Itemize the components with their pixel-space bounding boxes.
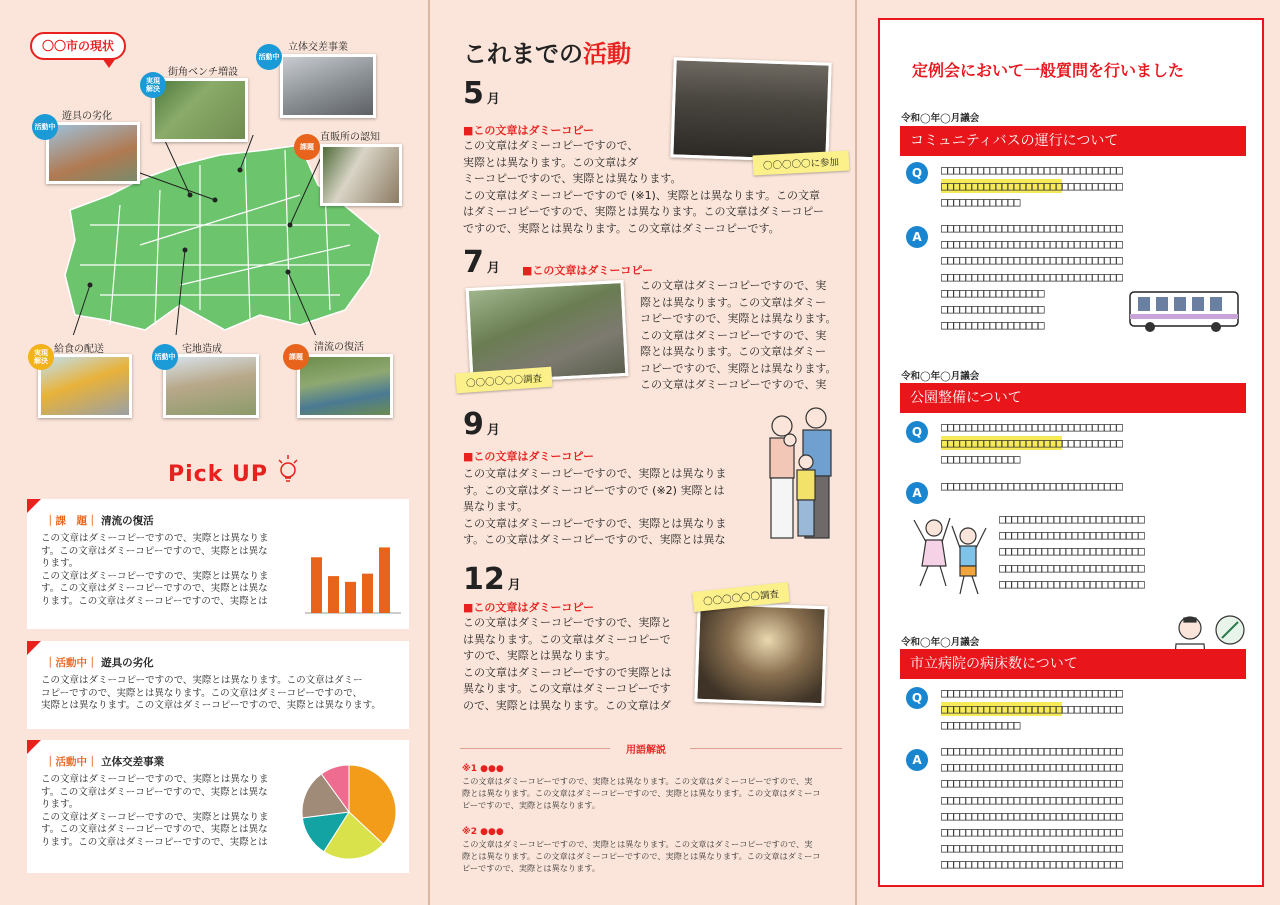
badge-bench: 実現 解決 bbox=[140, 72, 166, 98]
label-playground: 遊具の劣化 bbox=[62, 111, 112, 122]
badge-market: 課題 bbox=[294, 134, 320, 160]
label-stream: 清流の復活 bbox=[314, 342, 364, 353]
pickup-card-overpass bbox=[27, 740, 409, 873]
photo-stream bbox=[297, 354, 393, 418]
question-icon: Q bbox=[906, 687, 928, 709]
card-heading: ｜活動中｜ 遊具の劣化 bbox=[45, 657, 154, 669]
month-may: 5 月 bbox=[463, 76, 500, 111]
photo-tunnel bbox=[694, 602, 827, 706]
answer-text-2b: □□□□□□□□□□□□□□□□□□□□□□□□ □□□□□□□□□□□□□□□□□□□□□□□□ □□□□□□□□□□□□□□□□□□□□□□□□ □□□□□□□□□□□□□□□□□□□□□□□□ □□□□□□□□□□□□□□□□□□□□□□□□ bbox=[999, 512, 1144, 591]
topic-bar-hospital: 市立病院の病床数について bbox=[900, 649, 1246, 679]
photo-residential bbox=[163, 354, 259, 418]
question-text-1: □□□□□□□□□□□□□□□□□□□□□□□□□□□□□□ □□□□□□□□□□□□□□□□□□□□□□□□□□□□□□ □□□□□□□□□□□□□ bbox=[941, 163, 1122, 210]
session-label-1: 令和◯年◯月議会 bbox=[901, 113, 980, 124]
badge-delivery: 実現 解決 bbox=[28, 344, 54, 370]
bar-4 bbox=[379, 547, 390, 613]
lightbulb-icon bbox=[276, 450, 300, 488]
card-text: この文章はダミーコピーですので、実際とは異なります。この文章はダミー コピーですので、実際とは異なります。この文章はダミーコピーですので、 実際とは異なります。この文章はダミーコピーですので、実際とは異なります。 bbox=[41, 675, 381, 711]
question-heading: 定例会において一般質問を行いました bbox=[912, 61, 1185, 80]
answer-icon: A bbox=[906, 749, 928, 771]
bar-3 bbox=[362, 574, 373, 613]
children-jumping-illustration bbox=[912, 510, 992, 598]
badge-residential: 活動中 bbox=[152, 344, 178, 370]
tape-december: 〇〇〇〇〇〇調査 bbox=[692, 582, 790, 612]
photo-overpass bbox=[280, 54, 376, 118]
bar-1 bbox=[328, 576, 339, 613]
card-text: この文章はダミーコピーですので、実際とは異なりま す。この文章はダミーコピーですので、実際とは異な ります。 この文章はダミーコピーですので、実際とは異なりま す。この文章はダミーコピーですので、実際とは異な ります。この文章はダミーコピーですので、実際とは bbox=[41, 774, 269, 848]
question-text-2: □□□□□□□□□□□□□□□□□□□□□□□□□□□□□□ □□□□□□□□□□□□□□□□□□□□□□□□□□□□□□ □□□□□□□□□□□□□ bbox=[941, 420, 1122, 467]
bar-2 bbox=[345, 582, 356, 613]
may-title: ■この文章はダミーコピー bbox=[463, 124, 594, 137]
label-market: 直販所の認知 bbox=[320, 132, 380, 143]
glossary-note-2: ※2 ●●● この文章はダミーコピーですので、実際とは異なります。この文章はダミーコピーですので、実 際とは異なります。この文章はダミーコピーですので、実際とは異なります。この文章はダミーコ ピーですので、実際とは異なります。 bbox=[462, 827, 821, 873]
month-december: 12 月 bbox=[463, 562, 521, 597]
label-delivery: 給食の配送 bbox=[54, 344, 104, 355]
activity-heading: これまでの活動 bbox=[463, 40, 631, 68]
bar-0 bbox=[311, 557, 322, 613]
answer-icon: A bbox=[906, 226, 928, 248]
answer-text-3: □□□□□□□□□□□□□□□□□□□□□□□□□□□□□□ □□□□□□□□□□□□□□□□□□□□□□□□□□□□□□ □□□□□□□□□□□□□□□□□□□□□□□□□□□□□□ □□□□□□□□□□□□□□□□□□□□□□□□□□□□□□ □□□□□□□□□□□□□□□□□□□□□□□□□□□□□□ □□□□□□□□□□□□□□□□□□□□□□□□□□□□□□ □□□□□□□□□□□□□□□□□□□□□□□□□□□□□□ □□□□□□□□□□□□□□□□□□□□□□□□□□□□□□ bbox=[941, 744, 1122, 872]
fold-line-right bbox=[855, 0, 857, 905]
july-title: ■この文章はダミーコピー bbox=[522, 264, 653, 277]
bus-illustration bbox=[1128, 290, 1240, 334]
label-bench: 街角ベンチ増設 bbox=[168, 67, 238, 78]
month-july: 7 月 bbox=[463, 245, 500, 280]
card-heading: ｜活動中｜ 立体交差事業 bbox=[45, 756, 165, 768]
glossary-note-1: ※1 ●●● この文章はダミーコピーですので、実際とは異なります。この文章はダミーコピーですので、実 際とは異なります。この文章はダミーコピーですので、実際とは異なります。この文章はダミーコ ピーですので、実際とは異なります。 bbox=[462, 764, 821, 810]
glossary-title: 用語解説 bbox=[626, 745, 666, 756]
question-text-3: □□□□□□□□□□□□□□□□□□□□□□□□□□□□□□ □□□□□□□□□□□□□□□□□□□□□□□□□□□□□□ □□□□□□□□□□□□□ bbox=[941, 686, 1122, 733]
december-text: この文章はダミーコピーですので、実際と は異なります。この文章はダミーコピーで すので、実際とは異なります。 この文章はダミーコピーですので実際とは 異なります。この文章はダミーコピーです ので、実際とは異なります。この文章はダ bbox=[463, 616, 672, 712]
city-status-title: 〇〇市の現状 bbox=[41, 39, 114, 53]
answer-text-2a: □□□□□□□□□□□□□□□□□□□□□□□□□□□□□□ bbox=[941, 479, 1122, 493]
pickup-title: Pick UP bbox=[168, 462, 268, 487]
photo-market bbox=[320, 144, 402, 206]
fold-line-left bbox=[428, 0, 430, 905]
city-status-bubble bbox=[30, 32, 126, 60]
bar-chart bbox=[305, 529, 401, 619]
badge-overpass: 活動中 bbox=[256, 44, 282, 70]
december-title: ■この文章はダミーコピー bbox=[463, 601, 594, 614]
september-title: ■この文章はダミーコピー bbox=[463, 450, 594, 463]
card-heading: ｜課 題｜ 清流の復活 bbox=[45, 515, 154, 527]
card-corner bbox=[27, 499, 41, 513]
topic-bar-bus: コミュニティバスの運行について bbox=[900, 126, 1246, 156]
label-residential: 宅地造成 bbox=[182, 344, 222, 355]
badge-playground: 活動中 bbox=[32, 114, 58, 140]
tape-july: 〇〇〇〇〇〇調査 bbox=[455, 367, 552, 394]
card-corner bbox=[27, 641, 41, 655]
pie-chart bbox=[299, 762, 399, 862]
may-text: この文章はダミーコピーですので、 実際とは異なります。この文章はダ ミーコピーですので、実際とは異なります。 この文章はダミーコピーですので (※1)、実際とは異なります。この文章 はダミーコピーですので、実際とは異なります。この文章はダミーコピー ですので、実際とは異なります。この文章はダミーコピーです。 bbox=[463, 139, 825, 235]
photo-playground bbox=[46, 122, 140, 184]
glossary-rule-left bbox=[460, 748, 610, 749]
session-label-2: 令和◯年◯月議会 bbox=[901, 371, 980, 382]
pickup-card-playground bbox=[27, 641, 409, 729]
topic-bar-park: 公園整備について bbox=[900, 383, 1246, 413]
photo-event bbox=[670, 57, 831, 162]
answer-text-1: □□□□□□□□□□□□□□□□□□□□□□□□□□□□□□ □□□□□□□□□□□□□□□□□□□□□□□□□□□□□□ □□□□□□□□□□□□□□□□□□□□□□□□□□□□□□ □□□□□□□□□□□□□□□□□□□□□□□□□□□□□□ □□□□□□□□□□□□□□□□□ □□□□□□□□□□□□□□□□□ □□□□□□□□□□□□□□□□□ bbox=[941, 221, 1122, 333]
july-text: この文章はダミーコピーですので、実 際とは異なります。この文章はダミー コピーですので、実際とは異なります。 この文章はダミーコピーですので、実 際とは異なります。この文章はダミー コピーですので、実際とは異なります。 この文章はダミーコピーですので、実 bbox=[640, 279, 837, 391]
tape-may: 〇〇〇〇〇に参加 bbox=[753, 151, 850, 176]
question-icon: Q bbox=[906, 162, 928, 184]
question-icon: Q bbox=[906, 421, 928, 443]
card-corner bbox=[27, 740, 41, 754]
card-text: この文章はダミーコピーですので、実際とは異なりま す。この文章はダミーコピーですので、実際とは異な ります。 この文章はダミーコピーですので、実際とは異なりま す。この文章はダミーコピーですので、実際とは異な ります。この文章はダミーコピーですので、実際とは bbox=[41, 533, 269, 607]
month-september: 9 月 bbox=[463, 407, 500, 442]
label-overpass: 立体交差事業 bbox=[288, 42, 348, 53]
badge-stream: 課題 bbox=[283, 344, 309, 370]
family-illustration bbox=[756, 404, 846, 546]
september-text: この文章はダミーコピーですので、実際とは異なりま す。この文章はダミーコピーですので (※2) 実際とは 異なります。 この文章はダミーコピーですので、実際とは異なりま す。この文章はダミーコピーですので、実際とは異な bbox=[463, 467, 727, 546]
answer-icon: A bbox=[906, 482, 928, 504]
pickup-card-stream bbox=[27, 499, 409, 629]
session-label-3: 令和◯年◯月議会 bbox=[901, 637, 980, 648]
glossary-rule-right bbox=[690, 748, 842, 749]
photo-bench bbox=[152, 78, 248, 142]
